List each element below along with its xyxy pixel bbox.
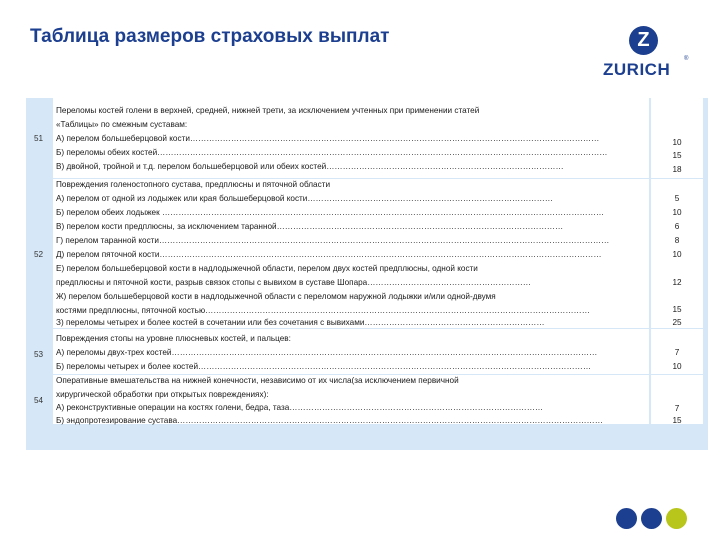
dot-icon [666, 508, 687, 529]
payout-table [26, 98, 708, 450]
row-line: Ж) перелом большеберцовой кости в надлодыжечной области с переломом наружной лодыжки и/или одной-двумя [56, 292, 496, 301]
row-number: 54 [33, 396, 44, 405]
row-divider [53, 178, 703, 179]
payout-value: 10 [672, 250, 682, 259]
row-line: В) двойной, тройной и т.д. перелом большеберцовой или обеих костей…………………………………………………………………………… [56, 162, 564, 171]
payout-value: 7 [674, 404, 680, 413]
row-line: Повреждения голеностопного сустава, предплюсны и пяточной области [56, 180, 331, 189]
row-number: 53 [33, 350, 44, 359]
payout-value: 18 [672, 165, 682, 174]
payout-value: 6 [674, 222, 680, 231]
row-number: 51 [33, 134, 44, 143]
row-line: А) перелом от одной из лодыжек или края большеберцовой кости……………………………………………………………………………… [56, 194, 553, 203]
decorative-dots [614, 508, 694, 532]
payout-value: 25 [672, 318, 682, 327]
zurich-logo [596, 26, 692, 84]
payout-value: 5 [674, 194, 680, 203]
payout-value: 10 [672, 362, 682, 371]
payout-value: 15 [672, 151, 682, 160]
row-line: Д) перелом пяточной кости……………………………………………………………………………………………………………………………………………… [56, 250, 602, 259]
page-title: Таблица размеров страховых выплат [30, 26, 390, 47]
registered-mark: ® [684, 56, 689, 62]
row-divider [53, 328, 703, 329]
zurich-logo-text: ZURICH [603, 60, 671, 79]
zurich-logo-mark: Z [629, 26, 658, 55]
row-line: З) переломы четырех и более костей в сочетании или без сочетания с вывихами………………………………………………………… [56, 318, 545, 327]
row-line: «Таблицы» по смежным суставам: [56, 120, 188, 129]
row-line: В) перелом кости предплюсны, за исключением таранной…………………………………………………………………………………………… [56, 222, 564, 231]
row-line: предплюсны и пяточной кости, разрыв связок стопы с вывихом в суставе Шопара…………………………………………………… [56, 278, 531, 287]
payout-value: 10 [672, 208, 682, 217]
row-line: А) переломы двух-трех костей………………………………………………………………………………………………………………………………………… [56, 348, 598, 357]
payout-value: 12 [672, 278, 682, 287]
row-line: Повреждения стопы на уровне плюсневых костей, и пальцев: [56, 334, 291, 343]
row-line: хирургической обработки при открытых повреждениях): [56, 390, 269, 399]
row-divider [53, 374, 703, 375]
row-line: Переломы костей голени в верхней, средней, нижней трети, за исключением учтенных при применении статей [56, 106, 480, 115]
row-line: Г) перелом таранной кости………………………………………………………………………………………………………………………………………………… [56, 236, 610, 245]
row-line: Б) перелом обеих лодыжек ……………………………………………………………………………………………………………………………………………… [56, 208, 605, 217]
row-line: Б) переломы обеих костей………………………………………………………………………………………………………………………………………………… [56, 148, 608, 157]
row-number: 52 [33, 250, 44, 259]
row-line: Б) переломы четырех и более костей……………………………………………………………………………………………………………………………… [56, 362, 592, 371]
payout-value: 15 [672, 416, 682, 425]
payout-value: 10 [672, 138, 682, 147]
payout-value: 8 [674, 236, 680, 245]
row-line: А) реконструктивные операции на костях голени, бедра, таза………………………………………………………………………………… [56, 403, 544, 412]
row-line: Е) перелом большеберцовой кости в надлодыжечной области, перелом двух костей предплюсны, одной кости [56, 264, 478, 273]
dot-icon [616, 508, 637, 529]
row-line: А) перелом большеберцовой кости…………………………………………………………………………………………………………………………………… [56, 134, 600, 143]
dot-icon [641, 508, 662, 529]
row-line: Б) эндопротезирование сустава………………………………………………………………………………………………………………………………………… [56, 416, 603, 425]
payout-value: 15 [672, 305, 682, 314]
row-line: Оперативные вмешательства на нижней конечности, независимо от их числа(за исключением первичной [56, 376, 459, 385]
payout-value: 7 [674, 348, 680, 357]
row-line: костями предплюсны, пяточной костью…………………………………………………………………………………………………………………………… [56, 306, 590, 315]
